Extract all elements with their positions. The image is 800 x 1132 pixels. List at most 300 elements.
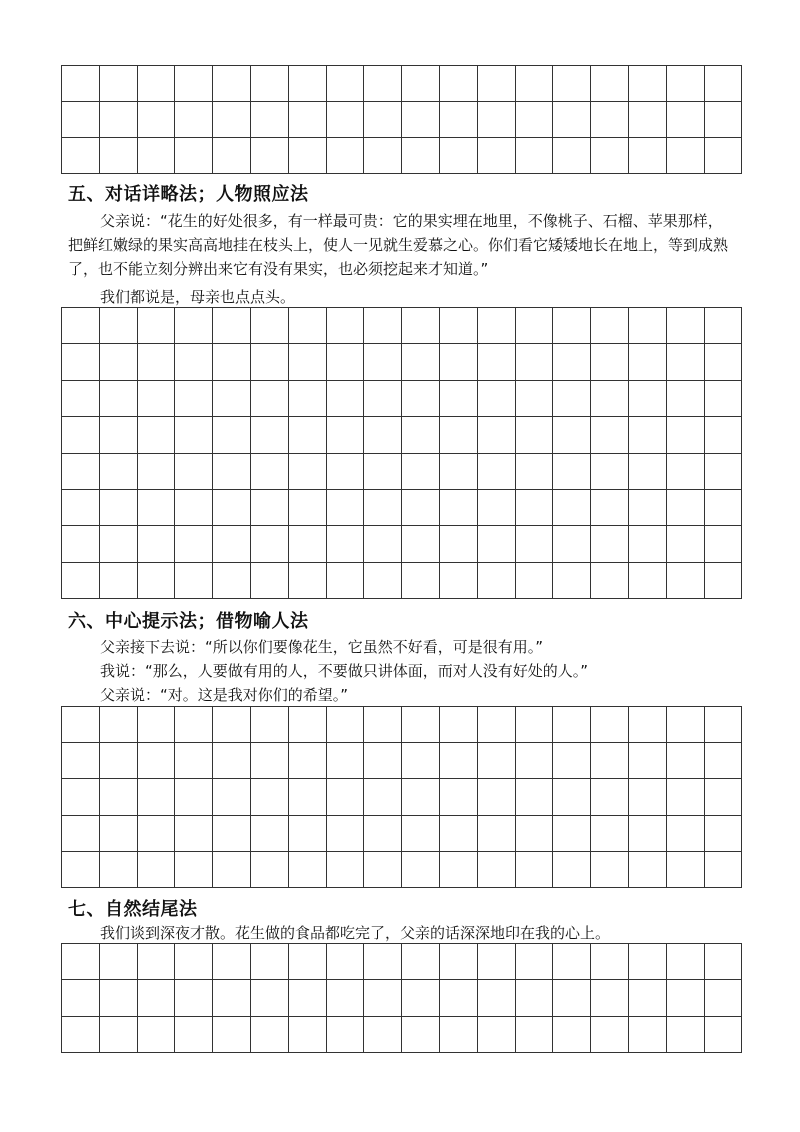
grid-cell[interactable] bbox=[288, 944, 326, 980]
grid-cell[interactable] bbox=[515, 1016, 553, 1052]
grid-cell[interactable] bbox=[175, 138, 213, 174]
grid-cell[interactable] bbox=[591, 980, 629, 1016]
grid-cell[interactable] bbox=[99, 779, 137, 815]
grid-cell[interactable] bbox=[137, 526, 175, 562]
grid-cell[interactable] bbox=[137, 851, 175, 887]
grid-cell[interactable] bbox=[439, 453, 477, 489]
grid-cell[interactable] bbox=[515, 66, 553, 102]
grid-cell[interactable] bbox=[402, 380, 440, 416]
grid-cell[interactable] bbox=[553, 779, 591, 815]
grid-cell[interactable] bbox=[553, 526, 591, 562]
grid-cell[interactable] bbox=[62, 779, 100, 815]
grid-cell[interactable] bbox=[477, 380, 515, 416]
grid-cell[interactable] bbox=[326, 944, 364, 980]
grid-cell[interactable] bbox=[628, 980, 666, 1016]
grid-cell[interactable] bbox=[99, 453, 137, 489]
grid-cell[interactable] bbox=[364, 562, 402, 598]
grid-cell[interactable] bbox=[402, 779, 440, 815]
grid-cell[interactable] bbox=[439, 944, 477, 980]
grid-cell[interactable] bbox=[137, 417, 175, 453]
grid-cell[interactable] bbox=[213, 562, 251, 598]
grid-cell[interactable] bbox=[250, 453, 288, 489]
grid-cell[interactable] bbox=[137, 980, 175, 1016]
grid-cell[interactable] bbox=[213, 489, 251, 525]
grid-cell[interactable] bbox=[250, 308, 288, 344]
grid-cell[interactable] bbox=[477, 417, 515, 453]
grid-cell[interactable] bbox=[666, 489, 704, 525]
grid-cell[interactable] bbox=[288, 779, 326, 815]
grid-cell[interactable] bbox=[666, 308, 704, 344]
grid-cell[interactable] bbox=[666, 102, 704, 138]
grid-cell[interactable] bbox=[591, 453, 629, 489]
grid-cell[interactable] bbox=[591, 1016, 629, 1052]
grid-cell[interactable] bbox=[628, 1016, 666, 1052]
grid-cell[interactable] bbox=[628, 851, 666, 887]
grid-cell[interactable] bbox=[62, 138, 100, 174]
grid-cell[interactable] bbox=[704, 417, 742, 453]
grid-cell[interactable] bbox=[402, 417, 440, 453]
grid-cell[interactable] bbox=[364, 815, 402, 851]
grid-cell[interactable] bbox=[402, 944, 440, 980]
grid-cell[interactable] bbox=[213, 1016, 251, 1052]
grid-cell[interactable] bbox=[628, 944, 666, 980]
grid-cell[interactable] bbox=[175, 380, 213, 416]
grid-cell[interactable] bbox=[250, 417, 288, 453]
grid-cell[interactable] bbox=[591, 526, 629, 562]
grid-cell[interactable] bbox=[553, 380, 591, 416]
grid-cell[interactable] bbox=[137, 102, 175, 138]
grid-cell[interactable] bbox=[99, 138, 137, 174]
grid-cell[interactable] bbox=[628, 779, 666, 815]
grid-cell[interactable] bbox=[288, 344, 326, 380]
grid-cell[interactable] bbox=[62, 102, 100, 138]
grid-cell[interactable] bbox=[326, 102, 364, 138]
grid-cell[interactable] bbox=[250, 562, 288, 598]
grid-cell[interactable] bbox=[553, 980, 591, 1016]
grid-cell[interactable] bbox=[326, 707, 364, 743]
grid-cell[interactable] bbox=[477, 707, 515, 743]
grid-cell[interactable] bbox=[137, 743, 175, 779]
grid-cell[interactable] bbox=[628, 743, 666, 779]
grid-cell[interactable] bbox=[288, 417, 326, 453]
grid-cell[interactable] bbox=[704, 815, 742, 851]
grid-cell[interactable] bbox=[553, 815, 591, 851]
grid-cell[interactable] bbox=[62, 944, 100, 980]
grid-cell[interactable] bbox=[326, 66, 364, 102]
grid-cell[interactable] bbox=[364, 1016, 402, 1052]
grid-cell[interactable] bbox=[553, 102, 591, 138]
grid-cell[interactable] bbox=[99, 944, 137, 980]
grid-cell[interactable] bbox=[666, 562, 704, 598]
grid-cell[interactable] bbox=[591, 779, 629, 815]
grid-cell[interactable] bbox=[364, 453, 402, 489]
grid-cell[interactable] bbox=[175, 453, 213, 489]
grid-cell[interactable] bbox=[402, 851, 440, 887]
grid-cell[interactable] bbox=[250, 980, 288, 1016]
grid-cell[interactable] bbox=[515, 562, 553, 598]
grid-cell[interactable] bbox=[666, 707, 704, 743]
writing-grid-3[interactable] bbox=[61, 706, 742, 888]
grid-cell[interactable] bbox=[553, 707, 591, 743]
grid-cell[interactable] bbox=[250, 66, 288, 102]
grid-cell[interactable] bbox=[553, 344, 591, 380]
grid-cell[interactable] bbox=[364, 417, 402, 453]
grid-cell[interactable] bbox=[628, 344, 666, 380]
grid-cell[interactable] bbox=[591, 417, 629, 453]
grid-cell[interactable] bbox=[288, 980, 326, 1016]
grid-cell[interactable] bbox=[515, 489, 553, 525]
grid-cell[interactable] bbox=[666, 417, 704, 453]
grid-cell[interactable] bbox=[213, 453, 251, 489]
grid-cell[interactable] bbox=[666, 1016, 704, 1052]
grid-cell[interactable] bbox=[364, 308, 402, 344]
grid-cell[interactable] bbox=[591, 344, 629, 380]
grid-cell[interactable] bbox=[439, 980, 477, 1016]
grid-cell[interactable] bbox=[213, 102, 251, 138]
grid-cell[interactable] bbox=[250, 944, 288, 980]
grid-cell[interactable] bbox=[628, 453, 666, 489]
grid-cell[interactable] bbox=[666, 380, 704, 416]
grid-cell[interactable] bbox=[515, 944, 553, 980]
grid-cell[interactable] bbox=[704, 308, 742, 344]
grid-cell[interactable] bbox=[591, 743, 629, 779]
grid-cell[interactable] bbox=[326, 138, 364, 174]
grid-cell[interactable] bbox=[213, 417, 251, 453]
grid-cell[interactable] bbox=[402, 526, 440, 562]
grid-cell[interactable] bbox=[704, 380, 742, 416]
grid-cell[interactable] bbox=[439, 779, 477, 815]
grid-cell[interactable] bbox=[364, 138, 402, 174]
grid-cell[interactable] bbox=[439, 1016, 477, 1052]
grid-cell[interactable] bbox=[62, 66, 100, 102]
grid-cell[interactable] bbox=[591, 944, 629, 980]
grid-cell[interactable] bbox=[591, 308, 629, 344]
grid-cell[interactable] bbox=[326, 308, 364, 344]
grid-cell[interactable] bbox=[402, 1016, 440, 1052]
grid-cell[interactable] bbox=[704, 453, 742, 489]
grid-cell[interactable] bbox=[326, 526, 364, 562]
grid-cell[interactable] bbox=[213, 743, 251, 779]
grid-cell[interactable] bbox=[364, 743, 402, 779]
grid-cell[interactable] bbox=[288, 308, 326, 344]
grid-cell[interactable] bbox=[402, 453, 440, 489]
grid-cell[interactable] bbox=[553, 138, 591, 174]
grid-cell[interactable] bbox=[213, 944, 251, 980]
grid-cell[interactable] bbox=[99, 707, 137, 743]
grid-cell[interactable] bbox=[439, 815, 477, 851]
grid-cell[interactable] bbox=[515, 779, 553, 815]
grid-cell[interactable] bbox=[175, 980, 213, 1016]
grid-cell[interactable] bbox=[591, 707, 629, 743]
grid-cell[interactable] bbox=[515, 344, 553, 380]
grid-cell[interactable] bbox=[326, 344, 364, 380]
grid-cell[interactable] bbox=[99, 980, 137, 1016]
grid-cell[interactable] bbox=[704, 980, 742, 1016]
grid-cell[interactable] bbox=[175, 417, 213, 453]
grid-cell[interactable] bbox=[704, 707, 742, 743]
grid-cell[interactable] bbox=[250, 707, 288, 743]
grid-cell[interactable] bbox=[99, 851, 137, 887]
grid-cell[interactable] bbox=[666, 344, 704, 380]
grid-cell[interactable] bbox=[250, 526, 288, 562]
grid-cell[interactable] bbox=[175, 344, 213, 380]
grid-cell[interactable] bbox=[704, 1016, 742, 1052]
grid-cell[interactable] bbox=[477, 980, 515, 1016]
grid-cell[interactable] bbox=[628, 526, 666, 562]
grid-cell[interactable] bbox=[477, 344, 515, 380]
grid-cell[interactable] bbox=[288, 380, 326, 416]
grid-cell[interactable] bbox=[288, 707, 326, 743]
grid-cell[interactable] bbox=[628, 380, 666, 416]
grid-cell[interactable] bbox=[666, 138, 704, 174]
grid-cell[interactable] bbox=[99, 66, 137, 102]
grid-cell[interactable] bbox=[439, 707, 477, 743]
grid-cell[interactable] bbox=[62, 308, 100, 344]
grid-cell[interactable] bbox=[364, 526, 402, 562]
grid-cell[interactable] bbox=[553, 1016, 591, 1052]
grid-cell[interactable] bbox=[99, 526, 137, 562]
grid-cell[interactable] bbox=[553, 851, 591, 887]
grid-cell[interactable] bbox=[439, 526, 477, 562]
grid-cell[interactable] bbox=[326, 380, 364, 416]
grid-cell[interactable] bbox=[288, 526, 326, 562]
grid-cell[interactable] bbox=[99, 743, 137, 779]
grid-cell[interactable] bbox=[288, 1016, 326, 1052]
grid-cell[interactable] bbox=[704, 344, 742, 380]
grid-cell[interactable] bbox=[515, 417, 553, 453]
grid-cell[interactable] bbox=[213, 308, 251, 344]
grid-cell[interactable] bbox=[591, 380, 629, 416]
grid-cell[interactable] bbox=[288, 102, 326, 138]
grid-cell[interactable] bbox=[666, 66, 704, 102]
grid-cell[interactable] bbox=[439, 380, 477, 416]
grid-cell[interactable] bbox=[591, 66, 629, 102]
grid-cell[interactable] bbox=[137, 380, 175, 416]
grid-cell[interactable] bbox=[62, 344, 100, 380]
grid-cell[interactable] bbox=[439, 851, 477, 887]
grid-cell[interactable] bbox=[175, 779, 213, 815]
grid-cell[interactable] bbox=[213, 380, 251, 416]
grid-cell[interactable] bbox=[515, 138, 553, 174]
grid-cell[interactable] bbox=[477, 779, 515, 815]
grid-cell[interactable] bbox=[250, 380, 288, 416]
grid-cell[interactable] bbox=[175, 562, 213, 598]
grid-cell[interactable] bbox=[288, 815, 326, 851]
grid-cell[interactable] bbox=[402, 102, 440, 138]
grid-cell[interactable] bbox=[515, 743, 553, 779]
grid-cell[interactable] bbox=[213, 707, 251, 743]
grid-cell[interactable] bbox=[553, 66, 591, 102]
grid-cell[interactable] bbox=[250, 1016, 288, 1052]
grid-cell[interactable] bbox=[62, 417, 100, 453]
grid-cell[interactable] bbox=[704, 102, 742, 138]
grid-cell[interactable] bbox=[439, 562, 477, 598]
grid-cell[interactable] bbox=[515, 815, 553, 851]
grid-cell[interactable] bbox=[364, 380, 402, 416]
grid-cell[interactable] bbox=[477, 743, 515, 779]
grid-cell[interactable] bbox=[628, 489, 666, 525]
grid-cell[interactable] bbox=[515, 526, 553, 562]
grid-cell[interactable] bbox=[704, 743, 742, 779]
grid-cell[interactable] bbox=[213, 66, 251, 102]
grid-cell[interactable] bbox=[175, 1016, 213, 1052]
grid-cell[interactable] bbox=[99, 102, 137, 138]
grid-cell[interactable] bbox=[364, 980, 402, 1016]
grid-cell[interactable] bbox=[515, 707, 553, 743]
grid-cell[interactable] bbox=[515, 453, 553, 489]
grid-cell[interactable] bbox=[326, 562, 364, 598]
grid-cell[interactable] bbox=[99, 344, 137, 380]
grid-cell[interactable] bbox=[515, 980, 553, 1016]
grid-cell[interactable] bbox=[666, 980, 704, 1016]
grid-cell[interactable] bbox=[326, 743, 364, 779]
grid-cell[interactable] bbox=[288, 562, 326, 598]
grid-cell[interactable] bbox=[477, 944, 515, 980]
grid-cell[interactable] bbox=[175, 308, 213, 344]
grid-cell[interactable] bbox=[326, 417, 364, 453]
grid-cell[interactable] bbox=[62, 707, 100, 743]
writing-grid-4[interactable] bbox=[61, 943, 742, 1053]
grid-cell[interactable] bbox=[704, 489, 742, 525]
grid-cell[interactable] bbox=[666, 453, 704, 489]
grid-cell[interactable] bbox=[591, 138, 629, 174]
grid-cell[interactable] bbox=[439, 489, 477, 525]
grid-cell[interactable] bbox=[288, 138, 326, 174]
grid-cell[interactable] bbox=[250, 138, 288, 174]
grid-cell[interactable] bbox=[137, 707, 175, 743]
grid-cell[interactable] bbox=[591, 102, 629, 138]
grid-cell[interactable] bbox=[62, 743, 100, 779]
grid-cell[interactable] bbox=[439, 138, 477, 174]
grid-cell[interactable] bbox=[628, 308, 666, 344]
grid-cell[interactable] bbox=[137, 562, 175, 598]
grid-cell[interactable] bbox=[364, 707, 402, 743]
grid-cell[interactable] bbox=[364, 851, 402, 887]
grid-cell[interactable] bbox=[175, 489, 213, 525]
grid-cell[interactable] bbox=[175, 944, 213, 980]
grid-cell[interactable] bbox=[99, 308, 137, 344]
grid-cell[interactable] bbox=[628, 102, 666, 138]
grid-cell[interactable] bbox=[99, 562, 137, 598]
grid-cell[interactable] bbox=[439, 344, 477, 380]
grid-cell[interactable] bbox=[213, 138, 251, 174]
grid-cell[interactable] bbox=[591, 815, 629, 851]
grid-cell[interactable] bbox=[477, 308, 515, 344]
grid-cell[interactable] bbox=[364, 344, 402, 380]
grid-cell[interactable] bbox=[213, 344, 251, 380]
grid-cell[interactable] bbox=[175, 526, 213, 562]
grid-cell[interactable] bbox=[402, 344, 440, 380]
grid-cell[interactable] bbox=[326, 489, 364, 525]
grid-cell[interactable] bbox=[364, 102, 402, 138]
grid-cell[interactable] bbox=[175, 743, 213, 779]
grid-cell[interactable] bbox=[704, 944, 742, 980]
grid-cell[interactable] bbox=[213, 779, 251, 815]
grid-cell[interactable] bbox=[288, 851, 326, 887]
grid-cell[interactable] bbox=[326, 980, 364, 1016]
grid-cell[interactable] bbox=[213, 980, 251, 1016]
grid-cell[interactable] bbox=[439, 102, 477, 138]
grid-cell[interactable] bbox=[99, 489, 137, 525]
grid-cell[interactable] bbox=[62, 526, 100, 562]
grid-cell[interactable] bbox=[62, 980, 100, 1016]
grid-cell[interactable] bbox=[704, 66, 742, 102]
grid-cell[interactable] bbox=[666, 779, 704, 815]
grid-cell[interactable] bbox=[553, 489, 591, 525]
grid-cell[interactable] bbox=[477, 526, 515, 562]
grid-cell[interactable] bbox=[553, 417, 591, 453]
grid-cell[interactable] bbox=[704, 851, 742, 887]
grid-cell[interactable] bbox=[515, 102, 553, 138]
grid-cell[interactable] bbox=[213, 851, 251, 887]
grid-cell[interactable] bbox=[288, 489, 326, 525]
grid-cell[interactable] bbox=[175, 707, 213, 743]
grid-cell[interactable] bbox=[137, 489, 175, 525]
writing-grid-1[interactable] bbox=[61, 65, 742, 174]
grid-cell[interactable] bbox=[175, 851, 213, 887]
grid-cell[interactable] bbox=[402, 815, 440, 851]
grid-cell[interactable] bbox=[628, 562, 666, 598]
grid-cell[interactable] bbox=[288, 66, 326, 102]
grid-cell[interactable] bbox=[137, 779, 175, 815]
grid-cell[interactable] bbox=[62, 562, 100, 598]
grid-cell[interactable] bbox=[250, 489, 288, 525]
grid-cell[interactable] bbox=[666, 743, 704, 779]
grid-cell[interactable] bbox=[62, 815, 100, 851]
grid-cell[interactable] bbox=[62, 851, 100, 887]
grid-cell[interactable] bbox=[402, 707, 440, 743]
grid-cell[interactable] bbox=[99, 380, 137, 416]
grid-cell[interactable] bbox=[704, 526, 742, 562]
grid-cell[interactable] bbox=[477, 562, 515, 598]
grid-cell[interactable] bbox=[628, 815, 666, 851]
grid-cell[interactable] bbox=[477, 102, 515, 138]
grid-cell[interactable] bbox=[250, 815, 288, 851]
grid-cell[interactable] bbox=[439, 66, 477, 102]
grid-cell[interactable] bbox=[515, 851, 553, 887]
grid-cell[interactable] bbox=[402, 980, 440, 1016]
grid-cell[interactable] bbox=[515, 380, 553, 416]
grid-cell[interactable] bbox=[553, 562, 591, 598]
grid-cell[interactable] bbox=[250, 779, 288, 815]
grid-cell[interactable] bbox=[137, 344, 175, 380]
grid-cell[interactable] bbox=[137, 66, 175, 102]
grid-cell[interactable] bbox=[591, 851, 629, 887]
grid-cell[interactable] bbox=[666, 851, 704, 887]
grid-cell[interactable] bbox=[62, 380, 100, 416]
grid-cell[interactable] bbox=[477, 66, 515, 102]
grid-cell[interactable] bbox=[62, 489, 100, 525]
grid-cell[interactable] bbox=[628, 707, 666, 743]
grid-cell[interactable] bbox=[628, 66, 666, 102]
grid-cell[interactable] bbox=[439, 417, 477, 453]
grid-cell[interactable] bbox=[666, 526, 704, 562]
grid-cell[interactable] bbox=[213, 815, 251, 851]
grid-cell[interactable] bbox=[326, 453, 364, 489]
grid-cell[interactable] bbox=[515, 308, 553, 344]
grid-cell[interactable] bbox=[666, 815, 704, 851]
grid-cell[interactable] bbox=[250, 743, 288, 779]
grid-cell[interactable] bbox=[137, 944, 175, 980]
grid-cell[interactable] bbox=[250, 851, 288, 887]
grid-cell[interactable] bbox=[137, 308, 175, 344]
grid-cell[interactable] bbox=[326, 851, 364, 887]
grid-cell[interactable] bbox=[553, 944, 591, 980]
grid-cell[interactable] bbox=[477, 489, 515, 525]
grid-cell[interactable] bbox=[213, 526, 251, 562]
grid-cell[interactable] bbox=[288, 453, 326, 489]
grid-cell[interactable] bbox=[402, 743, 440, 779]
